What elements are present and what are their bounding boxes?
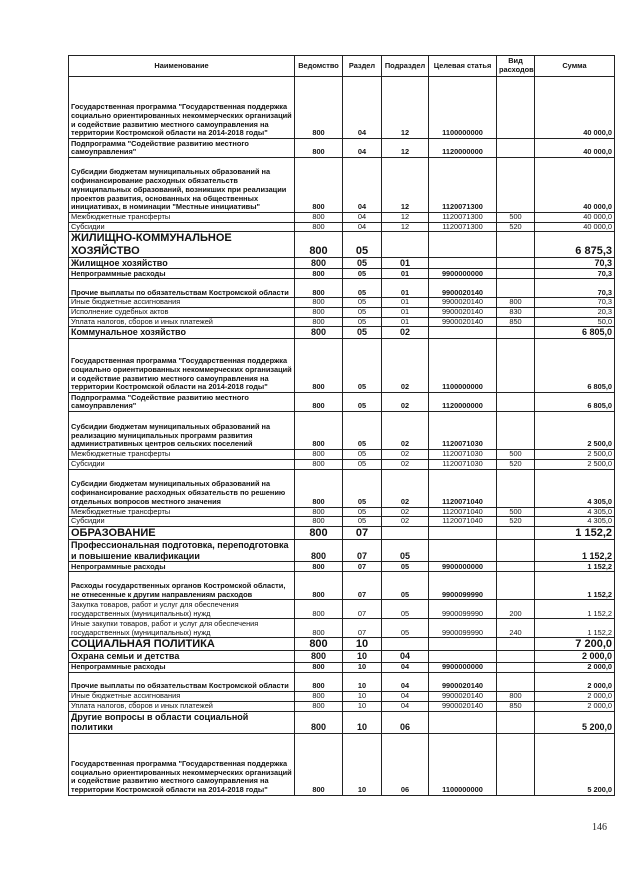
row-target-article-cell: [429, 651, 497, 663]
row-department-cell: 800: [295, 619, 343, 638]
row-name-cell: Коммунальное хозяйство: [69, 327, 295, 339]
row-target-article-cell: 1100000000: [429, 733, 497, 795]
row-section-cell: 05: [343, 459, 382, 469]
row-expense-type-cell: 800: [497, 298, 535, 308]
row-name-cell: ЖИЛИЩНО-КОММУНАЛЬНОЕ ХОЗЯЙСТВО: [69, 232, 295, 257]
row-section-cell: 05: [343, 327, 382, 339]
header-name: Наименование: [69, 56, 295, 77]
row-target-article-cell: 1100000000: [429, 77, 497, 139]
row-name-cell: Субсидии бюджетам муниципальных образований на реализацию муниципальных программ развития административных центров сельских поселений: [69, 412, 295, 450]
row-target-article-cell: 1120000000: [429, 139, 497, 158]
table-row: [69, 663, 615, 673]
row-amount-cell: 7 200,0: [535, 638, 615, 651]
table-row: [69, 213, 615, 223]
row-subsection-cell: 04: [382, 663, 429, 673]
row-department-cell: 800: [295, 673, 343, 692]
row-target-article-cell: 1100000000: [429, 339, 497, 393]
row-section-cell: 04: [343, 77, 382, 139]
table-row: [69, 711, 615, 733]
row-subsection-cell: 01: [382, 279, 429, 298]
table-row: [69, 619, 615, 638]
row-department-cell: 800: [295, 393, 343, 412]
row-department-cell: 800: [295, 279, 343, 298]
row-expense-type-cell: [497, 232, 535, 257]
row-amount-cell: 40 000,0: [535, 139, 615, 158]
row-section-cell: 05: [343, 507, 382, 517]
row-subsection-cell: 12: [382, 77, 429, 139]
row-target-article-cell: 1120071300: [429, 222, 497, 232]
row-subsection-cell: [382, 232, 429, 257]
row-target-article-cell: 9900000000: [429, 663, 497, 673]
table-row: [69, 257, 615, 269]
row-name-cell: Подпрограмма "Содействие развитию местного самоуправления": [69, 393, 295, 412]
table-row: [69, 459, 615, 469]
row-amount-cell: 40 000,0: [535, 222, 615, 232]
row-section-cell: 05: [343, 317, 382, 327]
table-row: [69, 327, 615, 339]
row-amount-cell: 6 805,0: [535, 393, 615, 412]
row-amount-cell: 20,3: [535, 308, 615, 318]
row-subsection-cell: 02: [382, 412, 429, 450]
row-amount-cell: 40 000,0: [535, 158, 615, 213]
row-name-cell: Субсидии: [69, 222, 295, 232]
row-subsection-cell: 01: [382, 308, 429, 318]
row-department-cell: 800: [295, 139, 343, 158]
row-expense-type-cell: [497, 327, 535, 339]
row-expense-type-cell: [497, 412, 535, 450]
row-section-cell: 10: [343, 733, 382, 795]
row-amount-cell: 4 305,0: [535, 517, 615, 527]
row-name-cell: Непрограммные расходы: [69, 663, 295, 673]
row-section-cell: 05: [343, 232, 382, 257]
row-subsection-cell: 05: [382, 619, 429, 638]
row-amount-cell: 1 152,2: [535, 527, 615, 540]
row-subsection-cell: 05: [382, 600, 429, 619]
row-target-article-cell: 9900099990: [429, 572, 497, 600]
row-amount-cell: 70,3: [535, 257, 615, 269]
row-target-article-cell: 9900099990: [429, 600, 497, 619]
row-department-cell: 800: [295, 158, 343, 213]
row-expense-type-cell: [497, 540, 535, 562]
row-subsection-cell: 05: [382, 572, 429, 600]
table-row: [69, 673, 615, 692]
row-name-cell: Иные бюджетные ассигнования: [69, 298, 295, 308]
row-section-cell: 05: [343, 393, 382, 412]
table-row: [69, 638, 615, 651]
row-section-cell: 07: [343, 572, 382, 600]
row-subsection-cell: 01: [382, 257, 429, 269]
row-section-cell: 05: [343, 412, 382, 450]
table-row: [69, 507, 615, 517]
table-row: [69, 77, 615, 139]
row-name-cell: Межбюджетные трансферты: [69, 450, 295, 460]
row-expense-type-cell: [497, 572, 535, 600]
row-name-cell: Субсидии: [69, 459, 295, 469]
row-expense-type-cell: [497, 257, 535, 269]
row-expense-type-cell: 850: [497, 317, 535, 327]
row-department-cell: 800: [295, 517, 343, 527]
row-expense-type-cell: [497, 339, 535, 393]
row-amount-cell: 2 500,0: [535, 412, 615, 450]
table-row: [69, 517, 615, 527]
table-row: [69, 269, 615, 279]
row-department-cell: 800: [295, 527, 343, 540]
row-amount-cell: 6 805,0: [535, 339, 615, 393]
table-row: [69, 733, 615, 795]
row-expense-type-cell: 520: [497, 459, 535, 469]
row-department-cell: 800: [295, 213, 343, 223]
row-subsection-cell: 12: [382, 222, 429, 232]
row-expense-type-cell: [497, 469, 535, 507]
row-expense-type-cell: 500: [497, 450, 535, 460]
row-name-cell: ОБРАЗОВАНИЕ: [69, 527, 295, 540]
row-department-cell: 800: [295, 339, 343, 393]
row-expense-type-cell: [497, 393, 535, 412]
row-department-cell: 800: [295, 469, 343, 507]
header-target-article: Целевая статья: [429, 56, 497, 77]
row-department-cell: 800: [295, 562, 343, 572]
row-expense-type-cell: 520: [497, 517, 535, 527]
row-subsection-cell: [382, 638, 429, 651]
row-department-cell: 800: [295, 298, 343, 308]
row-department-cell: 800: [295, 638, 343, 651]
row-target-article-cell: 1120071300: [429, 158, 497, 213]
row-subsection-cell: 06: [382, 733, 429, 795]
row-expense-type-cell: 500: [497, 507, 535, 517]
row-target-article-cell: [429, 527, 497, 540]
header-department: Ведомство: [295, 56, 343, 77]
row-target-article-cell: 1120000000: [429, 393, 497, 412]
row-target-article-cell: 9900020140: [429, 692, 497, 702]
row-subsection-cell: 01: [382, 269, 429, 279]
row-name-cell: Охрана семьи и детства: [69, 651, 295, 663]
row-department-cell: 800: [295, 600, 343, 619]
table-row: [69, 469, 615, 507]
row-section-cell: 04: [343, 213, 382, 223]
table-row: [69, 317, 615, 327]
row-amount-cell: 2 000,0: [535, 651, 615, 663]
header-amount: Сумма: [535, 56, 615, 77]
row-target-article-cell: 9900000000: [429, 562, 497, 572]
row-subsection-cell: 04: [382, 701, 429, 711]
header-expense-type: Вид расходов: [497, 56, 535, 77]
table-row: [69, 562, 615, 572]
row-subsection-cell: 02: [382, 327, 429, 339]
row-department-cell: 800: [295, 507, 343, 517]
row-department-cell: 800: [295, 663, 343, 673]
row-name-cell: Непрограммные расходы: [69, 562, 295, 572]
row-name-cell: Субсидии бюджетам муниципальных образований на софинансирование расходных обязательств муниципальных образований, возникших при реализации проектов развития, основанных на общественных инициативах, в номинации "Местные инициативы": [69, 158, 295, 213]
table-row: [69, 308, 615, 318]
row-name-cell: Профессиональная подготовка, переподготовка и повышение квалификации: [69, 540, 295, 562]
row-expense-type-cell: [497, 279, 535, 298]
row-expense-type-cell: [497, 733, 535, 795]
row-subsection-cell: 05: [382, 540, 429, 562]
row-section-cell: 05: [343, 279, 382, 298]
row-amount-cell: 1 152,2: [535, 619, 615, 638]
row-name-cell: Государственная программа "Государственная поддержка социально ориентированных некоммерческих организаций и содействие развитию местного самоуправления на территории Костромской области на 2014-2018 годы": [69, 77, 295, 139]
row-amount-cell: 40 000,0: [535, 77, 615, 139]
row-amount-cell: 70,3: [535, 298, 615, 308]
table-row: [69, 298, 615, 308]
row-subsection-cell: 04: [382, 651, 429, 663]
row-department-cell: 800: [295, 308, 343, 318]
row-amount-cell: 40 000,0: [535, 213, 615, 223]
table-row: [69, 527, 615, 540]
row-expense-type-cell: [497, 139, 535, 158]
row-subsection-cell: 02: [382, 517, 429, 527]
row-expense-type-cell: 200: [497, 600, 535, 619]
row-subsection-cell: 01: [382, 298, 429, 308]
row-department-cell: 800: [295, 459, 343, 469]
row-department-cell: 800: [295, 77, 343, 139]
row-name-cell: Прочие выплаты по обязательствам Костромской области: [69, 279, 295, 298]
row-section-cell: 05: [343, 308, 382, 318]
row-subsection-cell: 12: [382, 139, 429, 158]
row-section-cell: 10: [343, 663, 382, 673]
row-section-cell: 05: [343, 298, 382, 308]
row-name-cell: Межбюджетные трансферты: [69, 213, 295, 223]
row-subsection-cell: 12: [382, 213, 429, 223]
row-section-cell: 04: [343, 222, 382, 232]
table-row: [69, 222, 615, 232]
row-expense-type-cell: [497, 77, 535, 139]
row-department-cell: 800: [295, 572, 343, 600]
table-row: [69, 572, 615, 600]
row-department-cell: 800: [295, 692, 343, 702]
row-section-cell: 07: [343, 619, 382, 638]
row-target-article-cell: 9900020140: [429, 701, 497, 711]
row-expense-type-cell: [497, 527, 535, 540]
row-department-cell: 800: [295, 540, 343, 562]
table-row: [69, 651, 615, 663]
table-header-row: [69, 56, 615, 77]
row-department-cell: 800: [295, 257, 343, 269]
row-subsection-cell: 06: [382, 711, 429, 733]
row-name-cell: Уплата налогов, сборов и иных платежей: [69, 701, 295, 711]
row-section-cell: 05: [343, 450, 382, 460]
row-name-cell: Прочие выплаты по обязательствам Костромской области: [69, 673, 295, 692]
row-name-cell: Непрограммные расходы: [69, 269, 295, 279]
row-amount-cell: 1 152,2: [535, 562, 615, 572]
row-target-article-cell: [429, 327, 497, 339]
row-amount-cell: 2 500,0: [535, 450, 615, 460]
row-section-cell: 05: [343, 517, 382, 527]
row-amount-cell: 6 805,0: [535, 327, 615, 339]
row-department-cell: 800: [295, 269, 343, 279]
row-department-cell: 800: [295, 232, 343, 257]
row-department-cell: 800: [295, 450, 343, 460]
table-row: [69, 692, 615, 702]
budget-table: [68, 55, 615, 796]
row-subsection-cell: 02: [382, 507, 429, 517]
row-target-article-cell: 1120071300: [429, 213, 497, 223]
row-amount-cell: 2 000,0: [535, 701, 615, 711]
row-name-cell: Государственная программа "Государственная поддержка социально ориентированных некоммерческих организаций и содействие развитию местного самоуправления на территории Костромской области на 2014-2018 годы": [69, 339, 295, 393]
row-target-article-cell: 9900020140: [429, 298, 497, 308]
row-name-cell: Иные закупки товаров, работ и услуг для обеспечения государственных (муниципальных) нужд: [69, 619, 295, 638]
row-target-article-cell: 1120071040: [429, 469, 497, 507]
row-subsection-cell: 04: [382, 673, 429, 692]
row-expense-type-cell: [497, 269, 535, 279]
row-section-cell: 10: [343, 692, 382, 702]
row-amount-cell: 1 152,2: [535, 540, 615, 562]
row-target-article-cell: 9900020140: [429, 673, 497, 692]
table-row: [69, 701, 615, 711]
row-department-cell: 800: [295, 711, 343, 733]
row-target-article-cell: [429, 711, 497, 733]
row-amount-cell: 70,3: [535, 279, 615, 298]
row-name-cell: Межбюджетные трансферты: [69, 507, 295, 517]
table-row: [69, 540, 615, 562]
row-target-article-cell: 9900020140: [429, 317, 497, 327]
row-expense-type-cell: [497, 663, 535, 673]
row-section-cell: 10: [343, 701, 382, 711]
row-expense-type-cell: 520: [497, 222, 535, 232]
row-subsection-cell: 05: [382, 562, 429, 572]
row-name-cell: Уплата налогов, сборов и иных платежей: [69, 317, 295, 327]
row-section-cell: 07: [343, 562, 382, 572]
row-amount-cell: 5 200,0: [535, 711, 615, 733]
row-target-article-cell: 1120071030: [429, 412, 497, 450]
row-department-cell: 800: [295, 412, 343, 450]
row-name-cell: Подпрограмма "Содействие развитию местного самоуправления": [69, 139, 295, 158]
row-name-cell: СОЦИАЛЬНАЯ ПОЛИТИКА: [69, 638, 295, 651]
table-row: [69, 393, 615, 412]
row-amount-cell: 1 152,2: [535, 572, 615, 600]
row-subsection-cell: 02: [382, 469, 429, 507]
row-subsection-cell: 02: [382, 459, 429, 469]
row-department-cell: 800: [295, 222, 343, 232]
row-target-article-cell: 1120071030: [429, 459, 497, 469]
row-amount-cell: 2 000,0: [535, 673, 615, 692]
row-subsection-cell: 02: [382, 339, 429, 393]
row-expense-type-cell: [497, 711, 535, 733]
row-subsection-cell: 02: [382, 393, 429, 412]
table-row: [69, 232, 615, 257]
row-amount-cell: 2 000,0: [535, 692, 615, 702]
row-department-cell: 800: [295, 651, 343, 663]
row-section-cell: 07: [343, 527, 382, 540]
row-amount-cell: 6 875,3: [535, 232, 615, 257]
row-department-cell: 800: [295, 733, 343, 795]
row-target-article-cell: 9900000000: [429, 269, 497, 279]
row-subsection-cell: 02: [382, 450, 429, 460]
row-section-cell: 05: [343, 339, 382, 393]
row-name-cell: Расходы государственных органов Костромской области, не отнесенные к другим направлениям расходов: [69, 572, 295, 600]
row-section-cell: 07: [343, 540, 382, 562]
row-target-article-cell: 9900099990: [429, 619, 497, 638]
row-department-cell: 800: [295, 701, 343, 711]
row-expense-type-cell: [497, 158, 535, 213]
table-row: [69, 450, 615, 460]
row-section-cell: 05: [343, 469, 382, 507]
row-section-cell: 05: [343, 269, 382, 279]
row-name-cell: Субсидии: [69, 517, 295, 527]
row-target-article-cell: 1120071040: [429, 507, 497, 517]
row-subsection-cell: [382, 527, 429, 540]
row-target-article-cell: [429, 257, 497, 269]
row-section-cell: 10: [343, 651, 382, 663]
row-section-cell: 10: [343, 673, 382, 692]
row-section-cell: 07: [343, 600, 382, 619]
row-name-cell: Государственная программа "Государственная поддержка социально ориентированных некоммерческих организаций и содействие развитию местного самоуправления на территории Костромской области на 2014-2018 годы": [69, 733, 295, 795]
table-row: [69, 339, 615, 393]
row-expense-type-cell: 850: [497, 701, 535, 711]
table-row: [69, 158, 615, 213]
row-department-cell: 800: [295, 327, 343, 339]
row-amount-cell: 5 200,0: [535, 733, 615, 795]
row-name-cell: Другие вопросы в области социальной политики: [69, 711, 295, 733]
row-target-article-cell: 9900020140: [429, 308, 497, 318]
row-name-cell: Исполнение судебных актов: [69, 308, 295, 318]
row-expense-type-cell: 800: [497, 692, 535, 702]
row-name-cell: Закупка товаров, работ и услуг для обеспечения государственных (муниципальных) нужд: [69, 600, 295, 619]
row-target-article-cell: [429, 540, 497, 562]
row-subsection-cell: 04: [382, 692, 429, 702]
row-target-article-cell: 1120071040: [429, 517, 497, 527]
row-amount-cell: 70,3: [535, 269, 615, 279]
row-subsection-cell: 01: [382, 317, 429, 327]
row-amount-cell: 2 500,0: [535, 459, 615, 469]
row-section-cell: 04: [343, 158, 382, 213]
table-row: [69, 139, 615, 158]
table-row: [69, 600, 615, 619]
row-name-cell: Субсидии бюджетам муниципальных образований на софинансирование расходных обязательств по решению отдельных вопросов местного значения: [69, 469, 295, 507]
row-expense-type-cell: 240: [497, 619, 535, 638]
header-subsection: Подраздел: [382, 56, 429, 77]
row-expense-type-cell: 500: [497, 213, 535, 223]
row-target-article-cell: 1120071030: [429, 450, 497, 460]
row-section-cell: 04: [343, 139, 382, 158]
page-number: 146: [592, 822, 607, 833]
row-name-cell: Иные бюджетные ассигнования: [69, 692, 295, 702]
row-expense-type-cell: [497, 562, 535, 572]
row-target-article-cell: 9900020140: [429, 279, 497, 298]
row-expense-type-cell: [497, 651, 535, 663]
row-section-cell: 10: [343, 638, 382, 651]
header-section: Раздел: [343, 56, 382, 77]
row-amount-cell: 50,0: [535, 317, 615, 327]
row-department-cell: 800: [295, 317, 343, 327]
row-amount-cell: 2 000,0: [535, 663, 615, 673]
row-section-cell: 05: [343, 257, 382, 269]
row-target-article-cell: [429, 232, 497, 257]
table-row: [69, 279, 615, 298]
row-expense-type-cell: [497, 673, 535, 692]
row-section-cell: 10: [343, 711, 382, 733]
row-target-article-cell: [429, 638, 497, 651]
table-row: [69, 412, 615, 450]
row-amount-cell: 4 305,0: [535, 469, 615, 507]
row-expense-type-cell: [497, 638, 535, 651]
row-amount-cell: 4 305,0: [535, 507, 615, 517]
row-amount-cell: 1 152,2: [535, 600, 615, 619]
row-subsection-cell: 12: [382, 158, 429, 213]
row-name-cell: Жилищное хозяйство: [69, 257, 295, 269]
row-expense-type-cell: 830: [497, 308, 535, 318]
table-body: [69, 77, 615, 796]
